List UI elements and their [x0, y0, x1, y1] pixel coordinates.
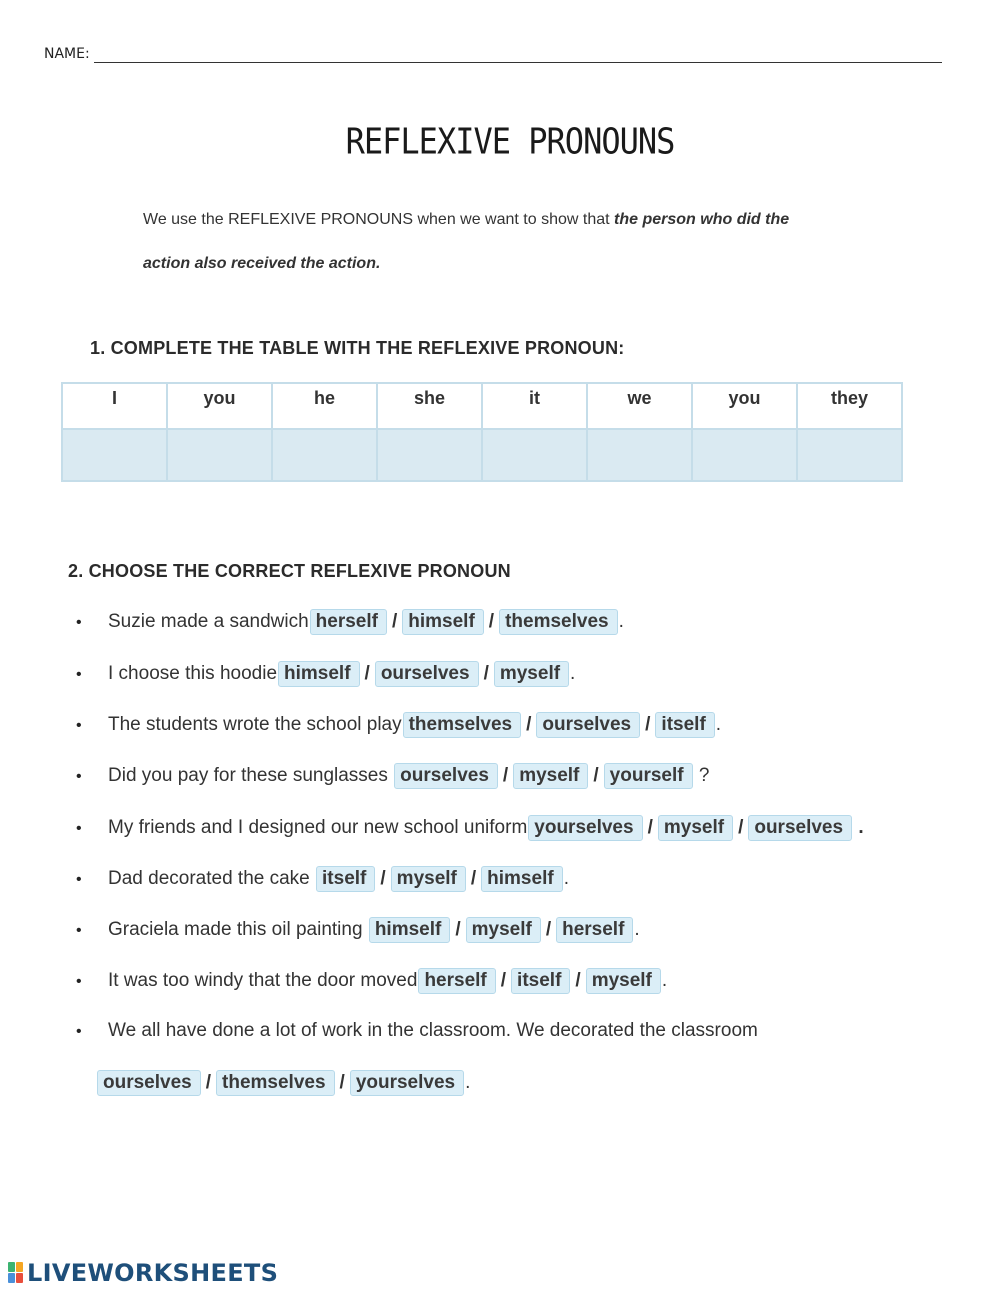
logo-text: LIVEWORKSHEETS — [27, 1259, 279, 1287]
separator: / — [205, 1072, 212, 1093]
logo-icon — [8, 1262, 24, 1284]
separator: / — [575, 970, 581, 991]
sentence-end: . — [858, 817, 864, 838]
option-itself[interactable]: itself — [511, 968, 570, 994]
option-himself[interactable]: himself — [481, 866, 563, 892]
bullet: • — [76, 666, 82, 683]
answer-input-it[interactable] — [485, 430, 585, 478]
separator: / — [500, 970, 507, 991]
option-himself[interactable]: himself — [402, 609, 484, 635]
name-input[interactable] — [96, 44, 942, 64]
option-herself[interactable]: herself — [418, 968, 495, 994]
answer-input-you[interactable] — [170, 430, 270, 478]
exercise-item-6 — [76, 866, 569, 892]
sentence-text: Suzie made a sandwich — [108, 611, 309, 632]
bullet: • — [76, 1023, 82, 1040]
answer-input-he[interactable] — [275, 430, 375, 478]
option-ourselves[interactable]: ourselves — [536, 712, 640, 738]
subject-cell: you — [167, 383, 272, 429]
option-ourselves[interactable]: ourselves — [394, 763, 498, 789]
sentence-text: The students wrote the school play — [108, 714, 402, 735]
subject-cell: she — [377, 383, 482, 429]
subject-cell: they — [797, 383, 902, 429]
answer-input-she[interactable] — [380, 430, 480, 478]
separator: / — [455, 919, 461, 940]
separator: / — [647, 817, 653, 838]
option-myself[interactable]: myself — [494, 661, 569, 687]
sentence-end: . — [570, 663, 576, 684]
bullet: • — [76, 973, 82, 990]
exercise-item-9 — [76, 1020, 758, 1042]
bullet: • — [76, 820, 82, 837]
option-itself[interactable]: itself — [655, 712, 714, 738]
bullet: • — [76, 922, 82, 939]
separator: / — [738, 817, 744, 838]
option-themselves[interactable]: themselves — [216, 1070, 335, 1096]
worksheet-title: REFLEXIVE PRONOUNS — [345, 119, 675, 163]
answer-cell — [167, 429, 272, 481]
sentence-text: We all have done a lot of work in the classroom. We decorated the classroom — [108, 1020, 758, 1041]
option-herself[interactable]: herself — [556, 917, 633, 943]
option-ourselves[interactable]: ourselves — [748, 815, 852, 841]
option-himself[interactable]: himself — [278, 661, 360, 687]
name-row — [44, 46, 942, 66]
sentence-end: ? — [698, 765, 710, 786]
exercise-item-1 — [76, 609, 624, 635]
answer-row — [62, 429, 902, 481]
bullet: • — [76, 871, 82, 888]
answer-cell — [797, 429, 902, 481]
answer-cell — [377, 429, 482, 481]
separator: / — [483, 663, 489, 684]
answer-cell — [692, 429, 797, 481]
option-yourselves[interactable]: yourselves — [350, 1070, 464, 1096]
answer-cell — [587, 429, 692, 481]
exercise-item-5 — [76, 815, 864, 841]
exercise-item-8 — [76, 968, 667, 994]
sentence-text: Did you pay for these sunglasses — [108, 765, 388, 786]
separator: / — [593, 765, 599, 786]
answer-cell — [272, 429, 377, 481]
sentence-text: My friends and I designed our new school uniform — [108, 817, 528, 838]
subject-row — [62, 383, 902, 429]
sentence-end: . — [465, 1072, 471, 1093]
exercise-item-3 — [76, 712, 721, 738]
sentence-text: It was too windy that the door moved — [108, 970, 418, 991]
option-myself[interactable]: myself — [391, 866, 466, 892]
exercise-item-9-options — [96, 1070, 470, 1096]
option-themselves[interactable]: themselves — [403, 712, 522, 738]
name-label: NAME: — [44, 46, 90, 62]
option-myself[interactable]: myself — [513, 763, 588, 789]
liveworksheets-logo — [8, 1259, 278, 1287]
answer-cell — [62, 429, 167, 481]
exercise-item-2 — [76, 661, 575, 687]
answer-cell — [482, 429, 587, 481]
option-myself[interactable]: myself — [466, 917, 541, 943]
option-itself[interactable]: itself — [316, 866, 375, 892]
option-ourselves[interactable]: ourselves — [97, 1070, 201, 1096]
subject-cell: it — [482, 383, 587, 429]
option-myself[interactable]: myself — [658, 815, 733, 841]
sentence-end: . — [634, 919, 640, 940]
intro-line-2 — [143, 255, 923, 273]
separator: / — [645, 714, 651, 735]
answer-input-i[interactable] — [65, 430, 165, 478]
separator: / — [380, 868, 386, 889]
separator: / — [488, 611, 495, 632]
sentence-text: I choose this hoodie — [108, 663, 278, 684]
sentence-end: . — [618, 611, 624, 632]
section-1-heading: 1. COMPLETE THE TABLE WITH THE REFLEXIVE PRONOUN: — [90, 338, 625, 358]
answer-input-you-plural[interactable] — [695, 430, 795, 478]
intro-emphasis-1: the person who did the — [614, 211, 790, 228]
bullet: • — [76, 614, 82, 631]
sentence-end: . — [563, 868, 569, 889]
bullet: • — [76, 768, 82, 785]
sentence-text: Graciela made this oil painting — [108, 919, 363, 940]
subject-cell: he — [272, 383, 377, 429]
separator: / — [391, 611, 398, 632]
intro-line-1 — [143, 211, 923, 229]
separator: / — [364, 663, 370, 684]
separator: / — [339, 1072, 345, 1093]
bullet: • — [76, 717, 82, 734]
subject-cell: you — [692, 383, 797, 429]
separator: / — [470, 868, 477, 889]
section-2-heading: 2. CHOOSE THE CORRECT REFLEXIVE PRONOUN — [68, 561, 511, 581]
intro-emphasis-2: action also received the action. — [143, 255, 381, 272]
option-myself[interactable]: myself — [586, 968, 661, 994]
separator: / — [545, 919, 552, 940]
answer-input-we[interactable] — [590, 430, 690, 478]
exercise-item-4 — [76, 763, 709, 789]
option-herself[interactable]: herself — [310, 609, 387, 635]
separator: / — [502, 765, 509, 786]
option-themselves[interactable]: themselves — [499, 609, 618, 635]
pronoun-table — [61, 382, 903, 482]
sentence-end: . — [715, 714, 722, 735]
intro-plain-text: We use the REFLEXIVE PRONOUNS when we want to show that — [143, 211, 615, 228]
sentence-text: Dad decorated the cake — [108, 868, 310, 889]
subject-cell: I — [62, 383, 167, 429]
separator: / — [526, 714, 532, 735]
option-ourselves[interactable]: ourselves — [375, 661, 479, 687]
subject-cell: we — [587, 383, 692, 429]
sentence-end: . — [661, 970, 668, 991]
option-yourselves[interactable]: yourselves — [528, 815, 642, 841]
answer-input-they[interactable] — [800, 430, 900, 478]
option-himself[interactable]: himself — [369, 917, 451, 943]
option-yourself[interactable]: yourself — [604, 763, 693, 789]
exercise-item-7 — [76, 917, 640, 943]
